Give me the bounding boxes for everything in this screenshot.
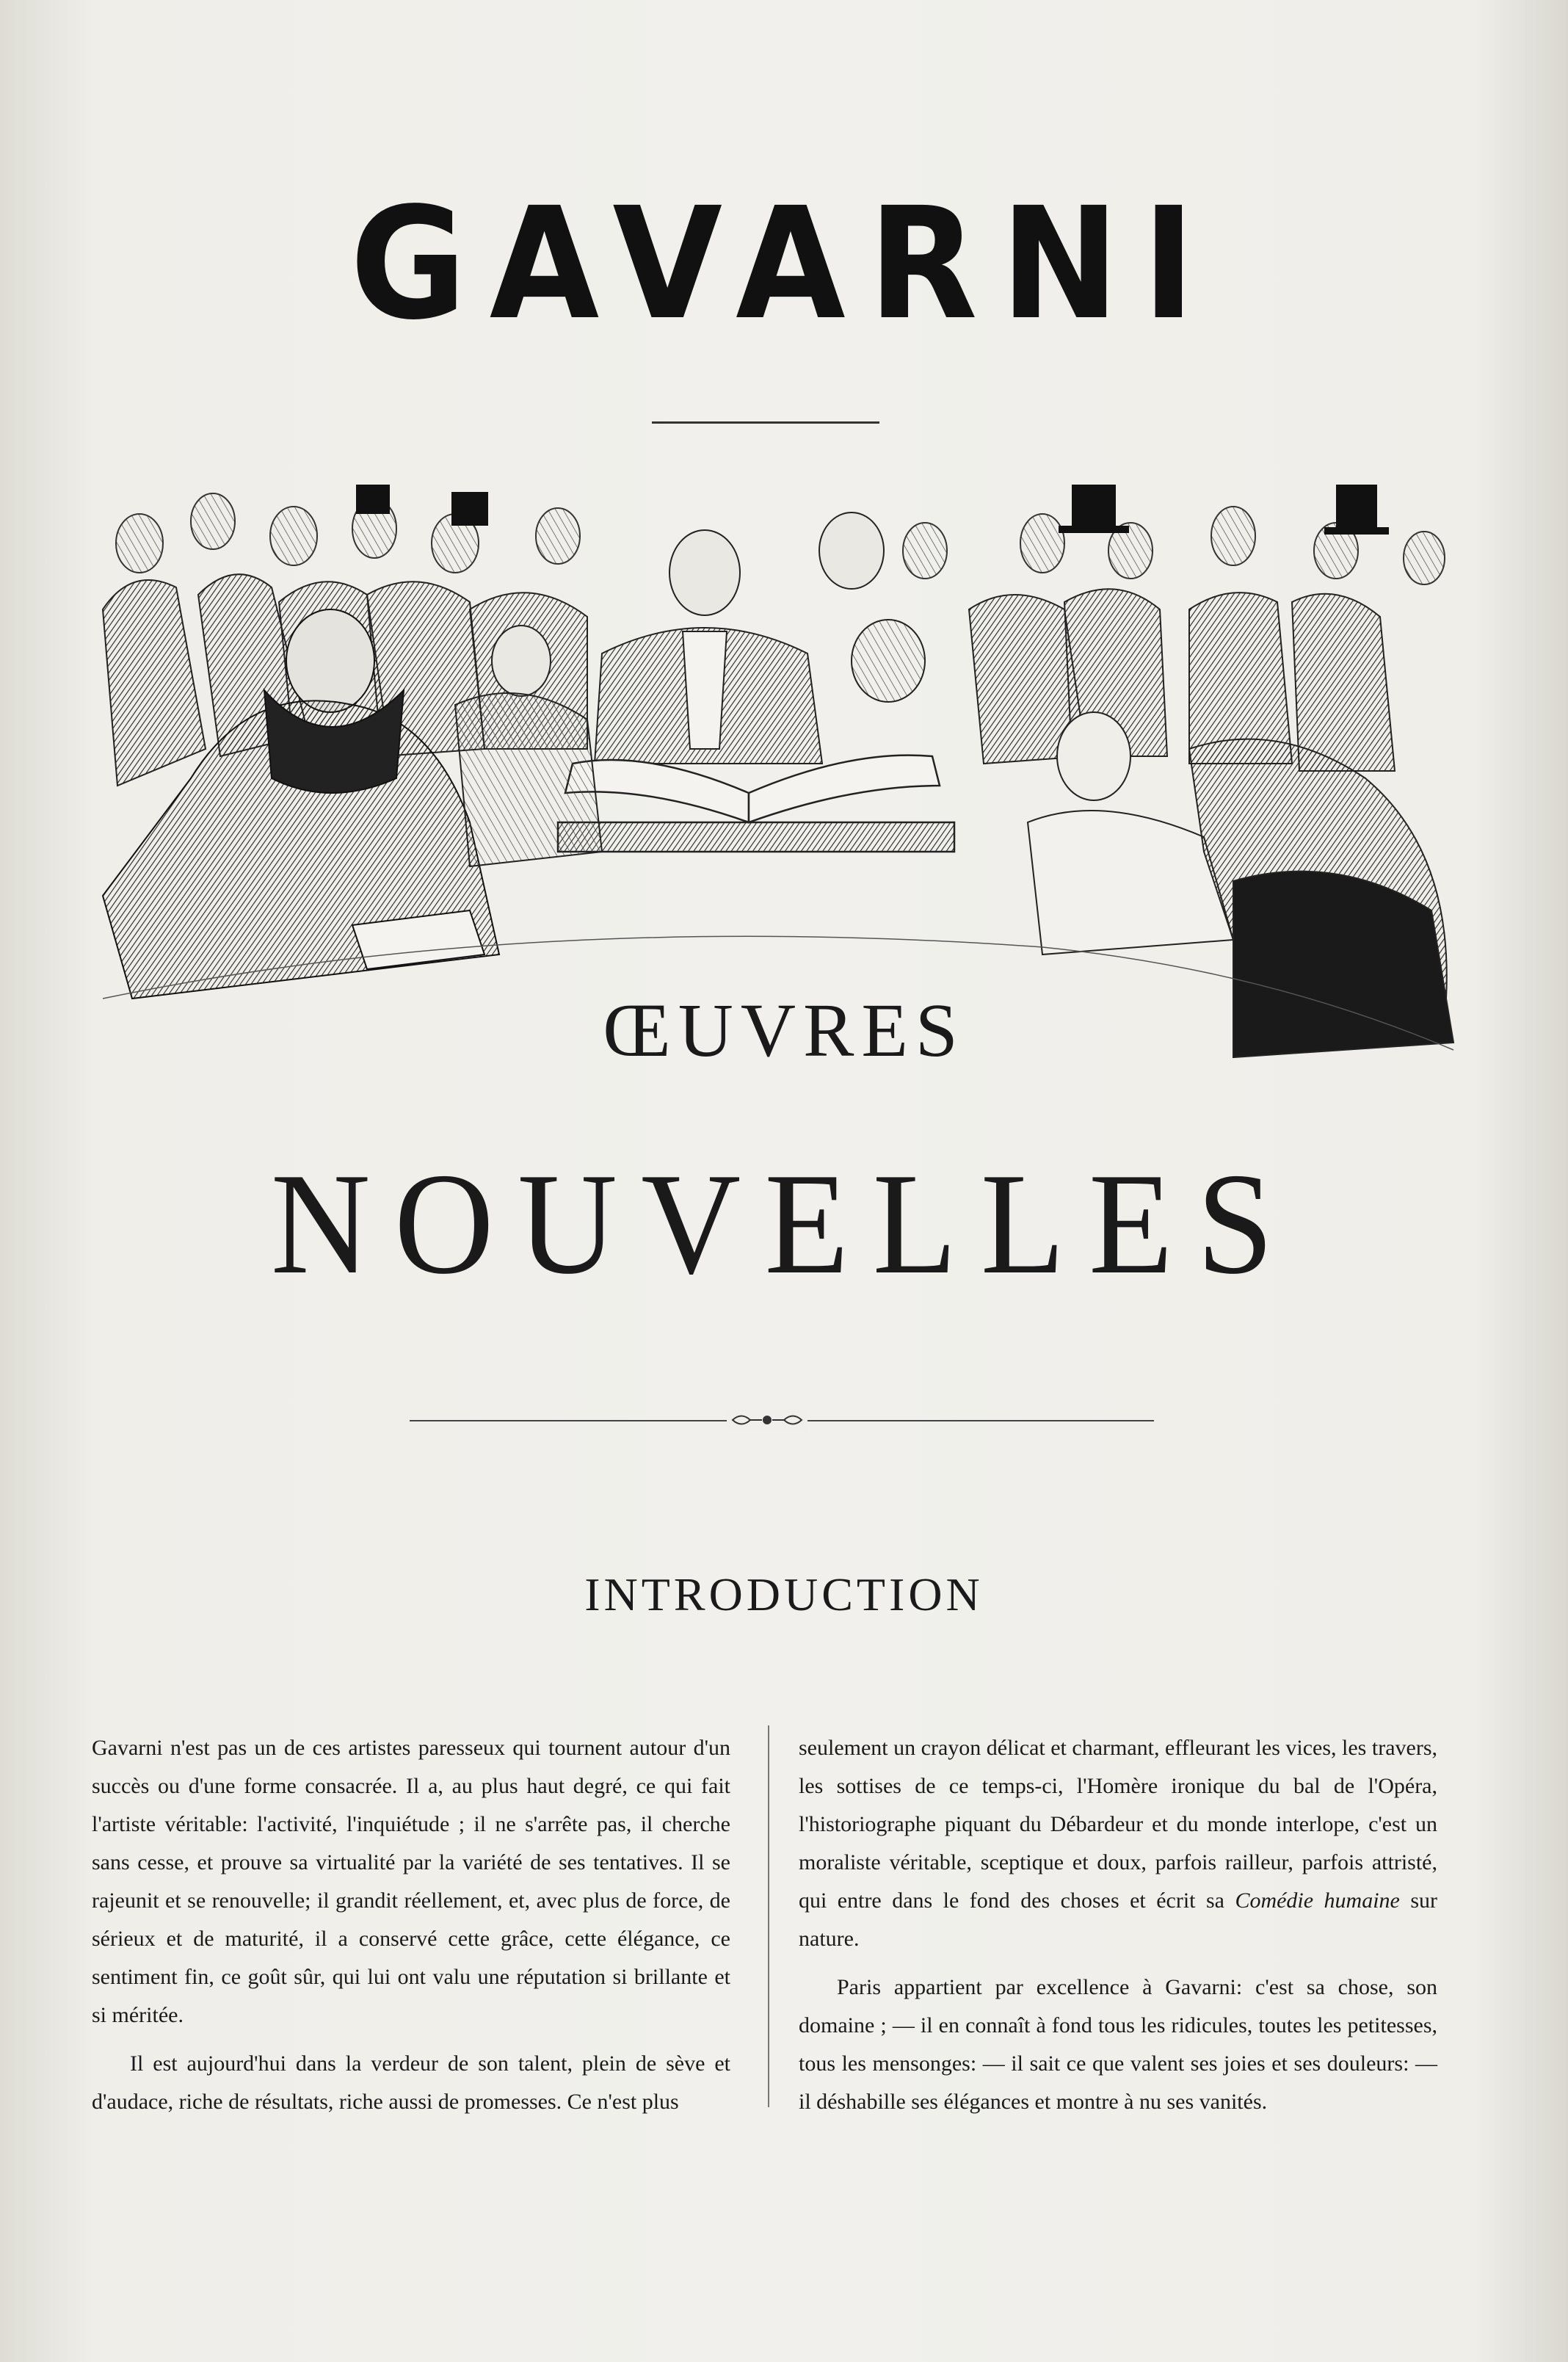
comedie-humaine-italic: Comédie humaine: [1235, 1888, 1400, 1913]
page-title: GAVARNI: [349, 174, 1219, 354]
crowd-engraving-icon: [88, 441, 1461, 1079]
title-rule: [652, 421, 879, 424]
right-paragraph-1: [799, 1729, 1437, 1958]
left-paragraph-2: Il est aujourd'hui dans la verdeur de son talent, plein de sève et d'audace, riche de résultats, riche aussi de promesses. Ce n'est plus: [92, 2051, 730, 2114]
subtitle-oeuvres: ŒUVRES: [603, 988, 965, 1073]
column-divider: [768, 1725, 769, 2107]
right-paragraph-1-end: sur nature.: [799, 1888, 1437, 1951]
left-column: [92, 1729, 730, 2131]
left-paragraph-1: Gavarni n'est pas un de ces artistes paresseux qui tournent autour d'un succès ou d'une forme consacrée. Il a, au plus haut degré, ce qui fait l'artiste véritable: l'activité, l'inquiétude ; il ne s'arrête pas, il cherche sans cesse, et prouve sa virtualité par la variété de ses tentatives. Il se rajeunit et se renouvelle; il grandit réellement, et, avec plus de force, de sérieux et de maturité, il a conservé cette grâce, cette élégance, ce sentiment fin, ce goût sûr, qui lui ont valu une réputation si brillante et si méritée.: [92, 1736, 730, 2027]
right-paragraph-2: Paris appartient par excellence à Gavarni: c'est sa chose, son domaine ; — il en connaît à fond tous les ridicules, toutes les petitesses, tous les mensonges: — il sait ce que valent ses joies et ses douleurs: — il déshabille ses élégances et montre à nu ses vanités.: [799, 1975, 1437, 2114]
right-column: [799, 1729, 1437, 2131]
introduction-heading: INTRODUCTION: [584, 1568, 984, 1620]
ornament-icon: [727, 1409, 807, 1431]
subtitle-nouvelles: NOUVELLES: [270, 1143, 1298, 1304]
right-paragraph-1-start: seulement un crayon délicat et charmant, effleurant les vices, les travers, les sottises de ce temps-ci, l'Homère ironique du bal de l'Opéra, l'historiographe piquant du Débardeur et du monde interlope, c'est un moraliste véritable, sceptique et doux, parfois railleur, parfois attristé, qui entre dans le fond des choses et écrit sa: [799, 1736, 1437, 1913]
